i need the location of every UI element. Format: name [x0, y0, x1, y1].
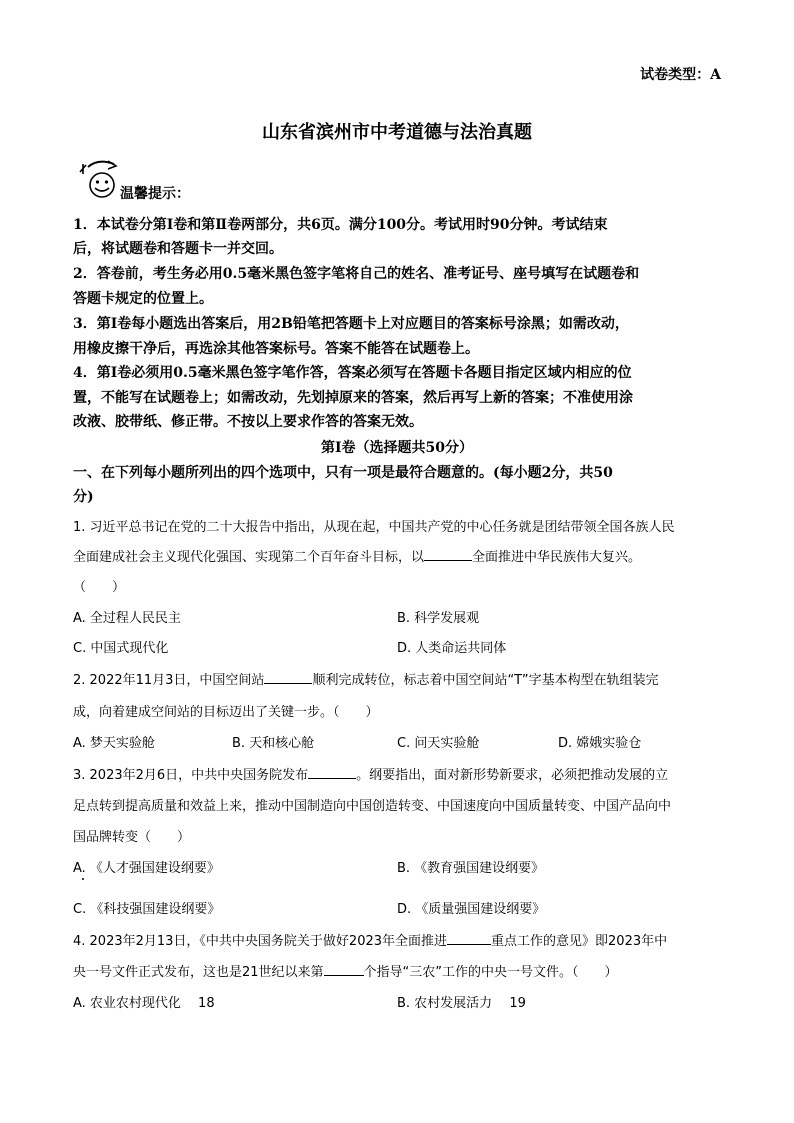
notice-line: 用橡皮擦干净后，再选涂其他答案标号。答案不能答在试题卷上。: [73, 341, 479, 357]
notice-line: 答题卡规定的位置上。: [73, 291, 213, 307]
question-3-text: 。纲要指出，面对新形势新要求，必须把推动发展的立: [356, 768, 669, 783]
answer-blank: [264, 671, 312, 684]
option-b: B. 农村发展活力 19: [397, 996, 526, 1011]
section-title: 第Ⅰ卷（选择题共50分）: [320, 440, 474, 456]
exam-title: 山东省滨州市中考道德与法治真题: [262, 122, 532, 143]
tips-label: 温馨提示：: [120, 186, 190, 202]
option-a: A. 农业农村现代化 18: [73, 996, 215, 1011]
question-1-line: [73, 546, 641, 565]
option-d: D. 嫦娥实验仓: [558, 736, 642, 751]
question-2-text: 顺利完成转位，标志着中国空间站“T”字基本构型在轨组装完: [312, 673, 659, 688]
section-instruction: 一、在下列每小题所列出的四个选项中，只有一项是最符合题意的。(每小题2分，共50: [73, 465, 613, 481]
option-c: C. 问天实验舱: [397, 736, 480, 751]
question-4-text: 4. 2023年2月13日，《中共中央国务院关于做好2023年全面推进: [73, 934, 448, 949]
option-d: D. 人类命运共同体: [397, 641, 507, 656]
section-instruction: 分): [73, 489, 94, 505]
option-a: A. 《人才强国建设纲要》: [73, 861, 220, 876]
question-2-line: [73, 669, 659, 688]
answer-blank: [447, 932, 491, 945]
question-2-line: 成，向着建成空间站的目标迈出了关键一步。（ ）: [73, 705, 379, 720]
stray-dot: [82, 878, 84, 880]
notice-line: 2．答卷前，考生务必用0.5毫米黑色签字笔将自己的姓名、准考证号、座号填写在试题卷和: [73, 266, 640, 282]
question-1-text: 全面建成社会主义现代化强国、实现第二个百年奋斗目标，以: [73, 550, 425, 565]
answer-blank: [424, 548, 472, 561]
option-a: A. 梦天实验舱: [73, 736, 155, 751]
option-b: B. 《教育强国建设纲要》: [397, 861, 545, 876]
question-3-line: 足点转到提高质量和效益上来，推动中国制造向中国创造转变、中国速度向中国质量转变、中国产品向中: [73, 799, 672, 814]
question-1-answer-paren: （ ）: [73, 580, 126, 595]
question-1-line: 1. 习近平总书记在党的二十大报告中指出，从现在起，中国共产党的中心任务就是团结带领全国各族人民: [73, 520, 675, 535]
question-4-line: [73, 961, 618, 980]
notice-line: 1．本试卷分第Ⅰ卷和第Ⅱ卷两部分，共6页。满分100分。考试用时90分钟。考试结束: [73, 217, 608, 233]
question-1-text: 全面推进中华民族伟大复兴。: [472, 550, 642, 565]
option-c: C. 中国式现代化: [73, 641, 169, 656]
notice-line: 后，将试题卷和答题卡一并交回。: [73, 241, 283, 257]
question-4-line: [73, 930, 667, 949]
question-4-text: 个指导“三农”工作的中央一号文件。（ ）: [363, 965, 618, 980]
question-4-text: 央一号文件正式发布，这也是21世纪以来第: [73, 965, 324, 980]
option-d: D. 《质量强国建设纲要》: [397, 902, 546, 917]
option-a: A. 全过程人民民主: [73, 611, 181, 626]
notice-line: 置，不能写在试题卷上；如需改动，先划掉原来的答案，然后再写上新的答案；不准使用涂: [73, 390, 633, 406]
notice-line: 3．第Ⅰ卷每小题选出答案后，用2B铅笔把答题卡上对应题目的答案标号涂黑；如需改动，: [73, 316, 629, 332]
question-2-text: 2. 2022年11月3日，中国空间站: [73, 673, 265, 688]
paper-type-label: 试卷类型：A: [640, 67, 721, 83]
question-4-text: 重点工作的意见》即2023年中: [491, 934, 668, 949]
notice-line: 4．第Ⅰ卷必须用0.5毫米黑色签字笔作答，答案必须写在答题卡各题目指定区域内相应的位: [73, 365, 632, 381]
option-b: B. 天和核心舱: [232, 736, 315, 751]
answer-blank: [308, 766, 356, 779]
smiley-icon: [78, 160, 122, 200]
question-3-line: [73, 764, 668, 783]
answer-blank: [324, 963, 364, 976]
question-3-text: 3. 2023年2月6日，中共中央国务院发布: [73, 768, 309, 783]
option-c: C. 《科技强国建设纲要》: [73, 902, 221, 917]
option-b: B. 科学发展观: [397, 611, 480, 626]
question-3-line: 国品牌转变（ ）: [73, 830, 191, 845]
notice-line: 改液、胶带纸、修正带。不按以上要求作答的答案无效。: [73, 414, 423, 430]
